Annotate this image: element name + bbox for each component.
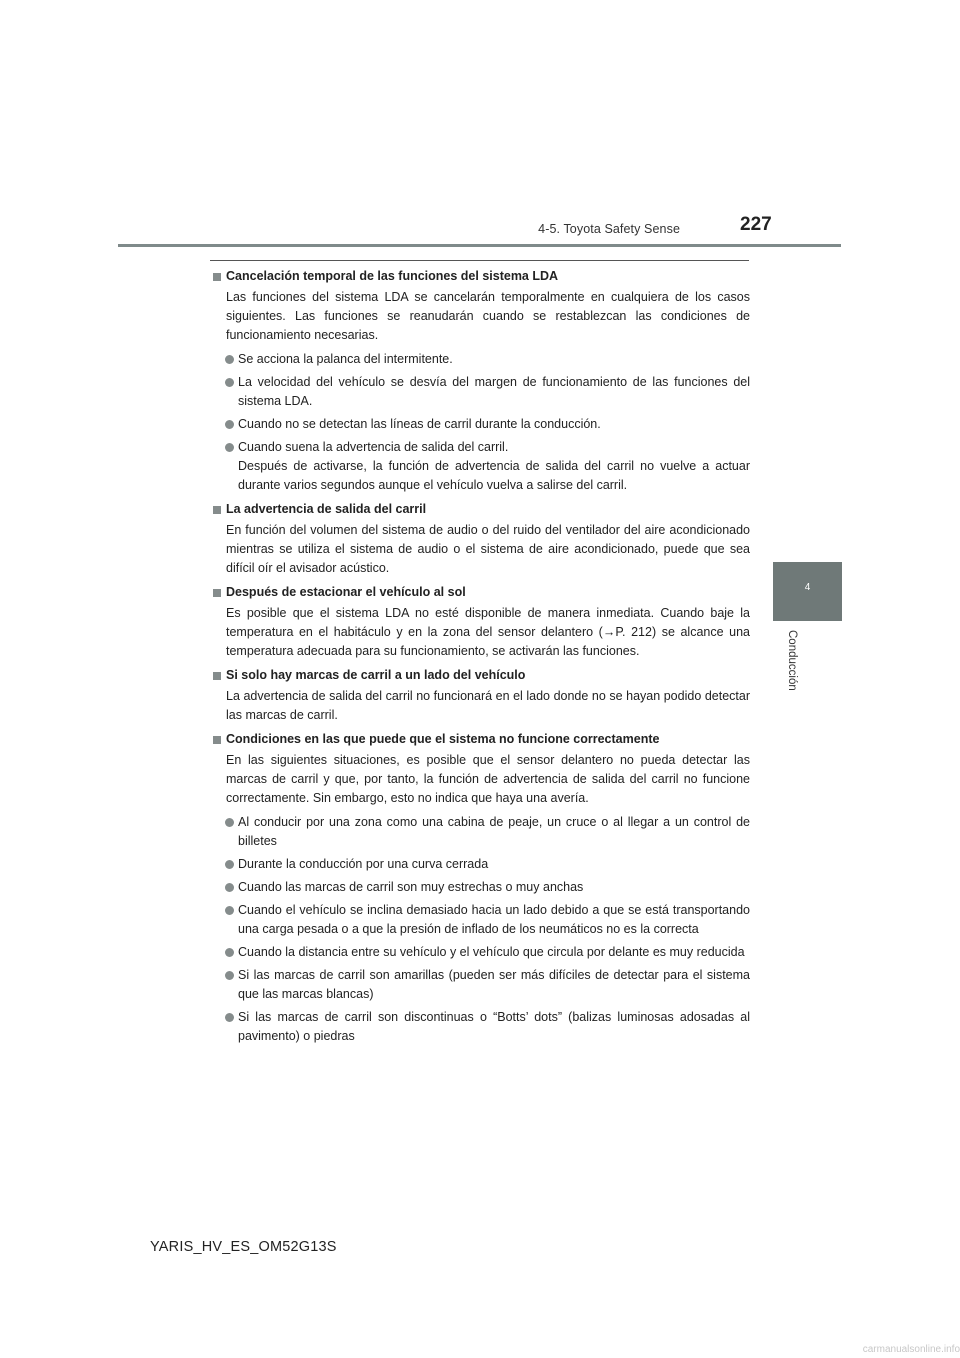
circle-bullet-icon <box>225 420 234 429</box>
circle-bullet-icon <box>225 906 234 915</box>
main-content <box>212 267 750 1051</box>
list-item-text: Cuando el vehículo se inclina demasiado hacia un lado debido a que se está transportando una carga pesada o a que la presión de inflado de los neumáticos no es la correcta <box>238 903 750 936</box>
section-lda-cancel <box>212 267 750 495</box>
list-item <box>212 373 750 411</box>
chapter-tab <box>773 562 842 621</box>
square-bullet-icon <box>213 506 221 514</box>
circle-bullet-icon <box>225 818 234 827</box>
square-bullet-icon <box>213 736 221 744</box>
square-bullet-icon <box>213 672 221 680</box>
header-section-title: 4-5. Toyota Safety Sense <box>538 222 680 236</box>
chapter-label: Conducción <box>786 630 798 691</box>
bullet-list <box>212 350 750 495</box>
section-body: Las funciones del sistema LDA se cancelarán temporalmente en cualquiera de los casos siguientes. Las funciones se reanudarán cuando se restablezcan las condiciones de funcionamiento necesarias. <box>226 290 750 342</box>
list-item-text: Cuando no se detectan las líneas de carril durante la conducción. <box>238 417 601 431</box>
section-title-text: Condiciones en las que puede que el sistema no funcione correctamente <box>226 732 660 746</box>
list-item <box>212 901 750 939</box>
circle-bullet-icon <box>225 971 234 980</box>
list-item-text: Si las marcas de carril son amarillas (pueden ser más difíciles de detectar para el sistema que las marcas blancas) <box>238 968 750 1001</box>
page-header <box>0 0 960 250</box>
circle-bullet-icon <box>225 355 234 364</box>
square-bullet-icon <box>213 273 221 281</box>
list-item <box>212 415 750 434</box>
chapter-number: 4 <box>804 582 811 593</box>
list-item-text: Cuando las marcas de carril son muy estrechas o muy anchas <box>238 880 584 894</box>
list-item-text: Si las marcas de carril son discontinuas o “Botts’ dots” (balizas luminosas adosadas al pavimento) o piedras <box>238 1010 750 1043</box>
section-body: En las siguientes situaciones, es posible que el sensor delantero no pueda detectar las marcas de carril y que, por tanto, la función de advertencia de salida del carril no funcione correctamente. Sin embargo, esto no indica que haya una avería. <box>226 753 750 805</box>
list-item <box>212 966 750 1004</box>
list-item-text: Al conducir por una zona como una cabina de peaje, un cruce o al llegar a un control de billetes <box>238 815 750 848</box>
section-body: En función del volumen del sistema de audio o del ruido del ventilador del aire acondicionado mientras se utiliza el sistema de audio o el sistema de aire acondicionado, puede que sea difícil oír el avisador acústico. <box>226 523 750 575</box>
content-divider <box>210 260 749 261</box>
section-title <box>212 583 750 602</box>
list-item <box>212 438 750 495</box>
list-item-text: Cuando la distancia entre su vehículo y el vehículo que circula por delante es muy reducida <box>238 945 745 959</box>
circle-bullet-icon <box>225 378 234 387</box>
section-title <box>212 730 750 749</box>
section-title-text: Después de estacionar el vehículo al sol <box>226 585 466 599</box>
list-item <box>212 1008 750 1046</box>
list-item-text: Se acciona la palanca del intermitente. <box>238 352 453 366</box>
watermark: carmanualsonline.info <box>862 1344 960 1355</box>
page-number: 227 <box>740 214 772 235</box>
section-title <box>212 666 750 685</box>
section-warning-audio <box>212 500 750 578</box>
section-title-text: La advertencia de salida del carril <box>226 502 427 516</box>
section-title-text: Si solo hay marcas de carril a un lado del vehículo <box>226 668 526 682</box>
circle-bullet-icon <box>225 860 234 869</box>
list-item <box>212 813 750 851</box>
section-title <box>212 267 750 286</box>
section-one-side-marks <box>212 666 750 725</box>
list-item <box>212 878 750 897</box>
list-item <box>212 350 750 369</box>
circle-bullet-icon <box>225 948 234 957</box>
list-item-text: Cuando suena la advertencia de salida del carril. <box>238 440 509 454</box>
circle-bullet-icon <box>225 883 234 892</box>
list-item-text: La velocidad del vehículo se desvía del margen de funcionamiento de las funciones del sistema LDA. <box>238 375 750 408</box>
list-item <box>212 855 750 874</box>
section-title-text: Cancelación temporal de las funciones del sistema LDA <box>226 269 559 283</box>
list-item-detail: Después de activarse, la función de advertencia de salida del carril no vuelve a actuar durante varios segundos aunque el vehículo vuelva a salirse del carril. <box>238 459 750 492</box>
header-divider <box>118 244 841 247</box>
list-item <box>212 943 750 962</box>
circle-bullet-icon <box>225 1013 234 1022</box>
bullet-list <box>212 813 750 1046</box>
circle-bullet-icon <box>225 443 234 452</box>
square-bullet-icon <box>213 589 221 597</box>
section-body: La advertencia de salida del carril no funcionará en el lado donde no se hayan podido detectar las marcas de carril. <box>226 689 750 722</box>
list-item-text: Durante la conducción por una curva cerrada <box>238 857 489 871</box>
document-code: YARIS_HV_ES_OM52G13S <box>150 1239 337 1255</box>
section-body: Es posible que el sistema LDA no esté disponible de manera inmediata. Cuando baje la temperatura en el habitáculo y en la zona del sensor delantero (→P. 212) se alcance una temperatura adecuada para su funcionamiento, se activarán las funciones. <box>226 606 750 658</box>
section-malfunction-conditions <box>212 730 750 1046</box>
section-parked-sun <box>212 583 750 661</box>
section-title <box>212 500 750 519</box>
